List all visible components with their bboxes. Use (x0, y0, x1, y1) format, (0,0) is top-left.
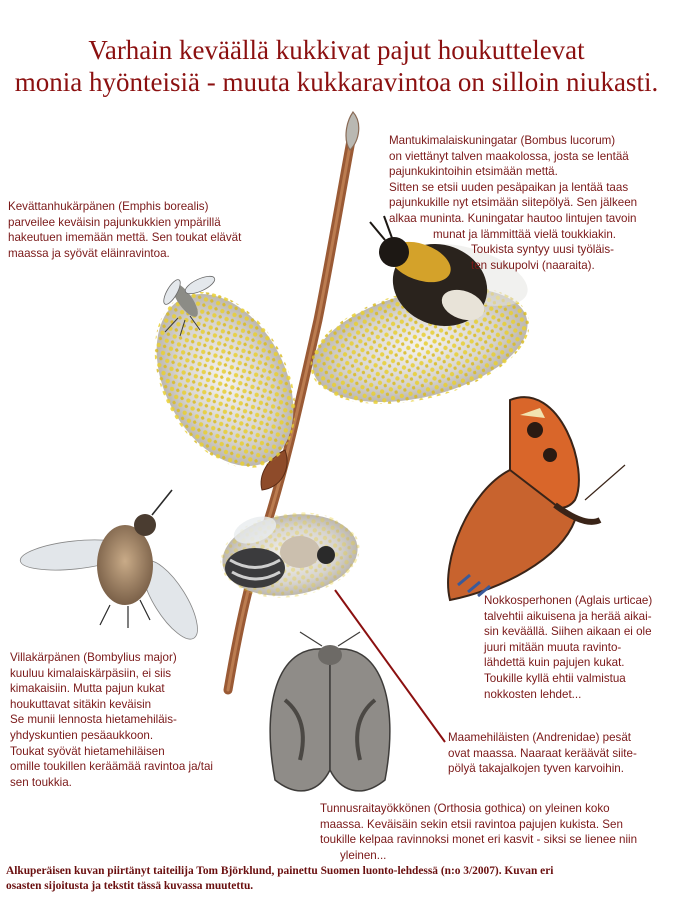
aglais-line: lähdettä kuin pajujen kukat. (484, 656, 625, 670)
page-title-line-1: Varhain keväällä kukkivat pajut houkuttelevat (88, 35, 585, 65)
bombylius-line: omille toukillen keräämää ravintoa ja/tai (10, 760, 213, 774)
bombylius-line: sen toukkia. (10, 775, 72, 789)
bombus-line: pajunkukintoihin etsimään mettä. (389, 165, 558, 179)
andrenidae-description (448, 730, 637, 777)
empis-line: maassa ja syövät eläinravintoa. (8, 246, 170, 260)
bombylius-line: Se munii lennosta hietamehiläis- (10, 713, 177, 727)
bombylius-line: yhdyskuntien pesäaukkoon. (10, 728, 154, 742)
bombus-description (389, 133, 637, 273)
credit-line-2: osasten sijoitusta ja tekstit tässä kuvassa muutettu. (6, 880, 254, 892)
aglais-line: Toukille kyllä ehtii valmistua (484, 671, 626, 685)
empis-line: hakeutuen imemään mettä. Sen toukat elävät (8, 231, 242, 245)
aglais-line: Nokkosperhonen (Aglais urticae) (484, 594, 653, 607)
tortoiseshell-butterfly-illustration (448, 397, 625, 600)
orthosia-description (320, 801, 637, 863)
orthosia-moth-illustration (270, 632, 390, 791)
aglais-line: nokkosten lehdet... (484, 687, 582, 701)
bombus-line: Mantukimalaiskuningatar (Bombus lucorum) (389, 134, 616, 147)
bombylius-description (10, 650, 213, 790)
aglais-line: talvehtii aikuisena ja herää aikai- (484, 609, 652, 623)
andrenidae-line: ovat maassa. Naaraat keräävät siite- (448, 746, 637, 760)
aglais-line: sin keväällä. Siihen aikaan ei ole (484, 625, 652, 639)
empis-line: Kevättanhukärpänen (Emphis borealis) (8, 200, 209, 213)
bombus-line: munat ja lämmittää vielä toukkiakin. (433, 227, 617, 241)
empis-description (8, 199, 241, 261)
bombylius-line: Toukat syövät hietamehiläisen (10, 744, 165, 758)
bombylius-line: kuuluu kimalaiskärpäsiin, ei siis (10, 666, 172, 680)
bombylius-line: houkuttavat sitäkin keväisin (10, 697, 152, 711)
bombus-line: ten sukupolvi (naaraita). (471, 258, 595, 272)
credit-line-1: Alkuperäisen kuvan piirtänyt taiteilija Tom Björklund, painettu Suomen luonto-lehdessä (n:o 3/2007). Kuvan eri (6, 865, 554, 877)
willow-catkin-left (126, 268, 324, 492)
orthosia-line: Tunnusraitayökkönen (Orthosia gothica) on yleinen koko (320, 802, 610, 815)
page-title-line-2: monia hyönteisiä - muuta kukkaravintoa on silloin niukasti. (14, 67, 659, 97)
orthosia-line: yleinen... (340, 848, 387, 862)
aglais-description (484, 593, 652, 702)
bombus-line: on viettänyt talven maakolossa, josta se lentää (389, 149, 629, 163)
willow-bud-top (346, 112, 359, 150)
aglais-line: juuri mitään muuta ravinto- (484, 640, 622, 654)
bombylius-line: Villakärpänen (Bombylius major) (10, 651, 177, 664)
bombus-line: alkaa muninta. Kuningatar hautoo lintujen tavoin (389, 211, 637, 225)
bombylius-line: kimakaisiin. Mutta pajun kukat (10, 682, 165, 696)
orthosia-line: maassa. Keväisäin sekin etsii ravintoa pajujen kukista. Sen (320, 817, 623, 831)
andrenidae-line: pölyä takajalkojen tyven karvoihin. (448, 762, 624, 776)
empis-line: parveilee keväisin pajunkukkien ympärillä (8, 215, 221, 229)
orthosia-line: toukille kelpaa ravinnoksi monet eri kasvit - siksi se lienee niin (320, 833, 638, 847)
bombylius-fly-illustration (19, 490, 208, 647)
bombus-line: Toukista syntyy uusi työläis- (471, 243, 615, 257)
bombus-line: pajunkukille nyt etsimään siitepölyä. Sen jälkeen (389, 196, 638, 210)
andrenidae-line: Maamehiläisten (Andrenidae) pesät (448, 731, 632, 744)
bombus-line: Sitten se etsii uuden pesäpaikan ja lentää taas (389, 180, 629, 194)
